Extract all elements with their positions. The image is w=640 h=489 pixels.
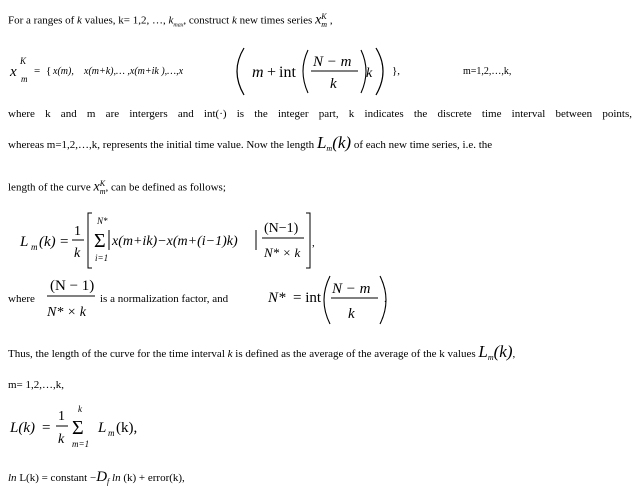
eq2-one: 1 bbox=[74, 224, 81, 239]
eq1-lhs-x: x bbox=[10, 64, 17, 80]
eq3-equals: = bbox=[42, 420, 51, 436]
eq2-fden: N* × k bbox=[264, 245, 301, 260]
eq1 bbox=[9, 48, 511, 95]
p5-where: where bbox=[8, 293, 35, 305]
paragraph-length-curve: length of the curve x K m , can be defined as follows; bbox=[8, 179, 226, 196]
p5-dot: . bbox=[384, 293, 387, 305]
eq2-bracket-right bbox=[306, 213, 310, 268]
eq2-k: k bbox=[74, 246, 81, 261]
eq1-int-paren-right bbox=[361, 50, 366, 93]
eq3-term-sub: m bbox=[108, 428, 115, 438]
eq2-arg: (k) bbox=[39, 234, 56, 250]
eq2-comma: , bbox=[312, 237, 315, 249]
eq3-sum-bot: m=1 bbox=[72, 439, 90, 449]
p5-paren-right bbox=[380, 276, 386, 324]
p5-N: N* bbox=[268, 290, 286, 306]
eq1-int-paren-left bbox=[303, 50, 308, 93]
eq1-m: m bbox=[252, 64, 264, 81]
eq3-term-arg: (k), bbox=[116, 420, 138, 436]
paragraph-thus: Thus, the length of the curve for the time interval k is defined as the average of the average of the k values $L_m(k)$, bbox=[8, 342, 516, 363]
eq2-bracket-left bbox=[88, 213, 92, 268]
eq2-body: x(m+ik)−x(m+(i−1)k) bbox=[112, 234, 238, 249]
paragraph-where-k-m: where k and m are intergers and int(·) is the integer part, k indicates the discrete time interval between points, bbox=[8, 108, 632, 120]
eq1-paren-left bbox=[237, 48, 244, 95]
eq2-sigma: Σ bbox=[94, 230, 106, 252]
eq1-term1: x(m), bbox=[53, 66, 74, 77]
eq1-int: int bbox=[279, 64, 296, 81]
eq1-range: m=1,2,…,k, bbox=[463, 66, 512, 77]
eq2-L: L bbox=[20, 234, 29, 250]
eq2-equals: = bbox=[60, 234, 69, 250]
eq3-term-L: L bbox=[98, 420, 107, 436]
eq3-k: k bbox=[58, 432, 65, 447]
eq1-lhs-sup: K bbox=[20, 56, 27, 66]
eq1-plus: + bbox=[267, 64, 277, 81]
p5-eq-int: = int bbox=[293, 290, 322, 306]
p5-fden: N* × k bbox=[47, 305, 86, 320]
p5-paren-left bbox=[324, 276, 330, 324]
eq1-brace-close: }, bbox=[392, 65, 401, 77]
eq1-frac-num: N − m bbox=[313, 54, 352, 70]
paragraph-log-relation: ln L(k) = constant $-D_f$ ln (k) + error(k), bbox=[8, 469, 185, 487]
paragraph-intro: For a ranges of k values, k= 1,2, …, $k_{max}$, construct k new times series x K m , bbox=[8, 12, 333, 29]
eq1-paren-right bbox=[376, 48, 383, 95]
eq1-lhs-sub: m bbox=[21, 74, 28, 84]
eq1-equals: = bbox=[34, 65, 41, 77]
paragraph-whereas: whereas m=1,2,…,k, represents the initial time value. Now the length $L_m(k)$ of each new time series, i.e. the bbox=[8, 133, 493, 154]
eq1-frac-den: k bbox=[330, 76, 337, 92]
eq3-sigma: Σ bbox=[72, 417, 84, 439]
eq2-Lsub: m bbox=[31, 242, 38, 252]
p5-inum: N − m bbox=[332, 281, 371, 297]
eq1-brace-open: { bbox=[46, 65, 52, 77]
eq3-L: L(k) bbox=[10, 420, 35, 436]
eq1-term2: x(m+k),… ,x(m+ik ),…,x bbox=[84, 66, 184, 77]
eq3-sum-top: k bbox=[78, 404, 82, 414]
paragraph-m-range: m= 1,2,…,k, bbox=[8, 379, 65, 391]
p5-fnum: (N − 1) bbox=[50, 278, 95, 294]
eq2-sum-top: N* bbox=[97, 216, 108, 226]
eq1-k: k bbox=[366, 66, 373, 81]
eq2-fnum: (N−1) bbox=[264, 221, 299, 236]
eq3-one: 1 bbox=[58, 409, 65, 424]
eq2-sum-bot: i=1 bbox=[95, 253, 109, 263]
p5-iden: k bbox=[348, 306, 355, 322]
p5-mid: is a normalization factor, and bbox=[100, 293, 229, 305]
